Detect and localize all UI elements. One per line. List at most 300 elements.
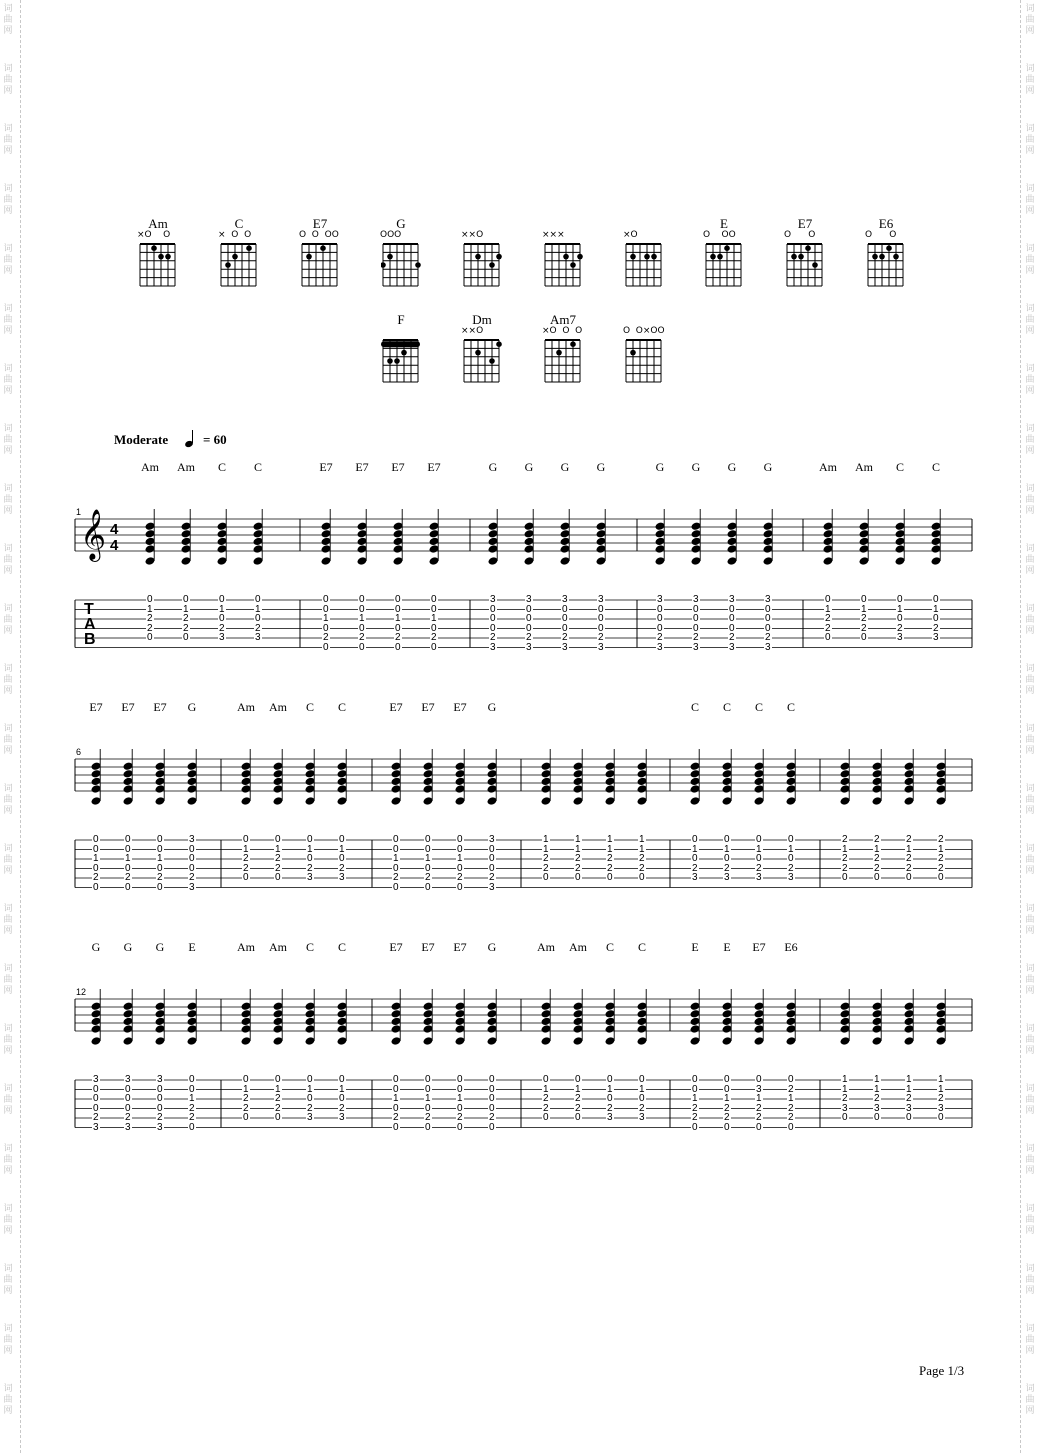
tab-fret-number: 0 [93,834,99,845]
finger-dot [872,254,878,260]
tab-fret-number: 1 [457,853,463,864]
chord-notes [91,749,102,806]
tab-fret-number: 2 [906,853,912,864]
chord-notes [391,989,402,1046]
tab-fret-number: 2 [598,632,604,643]
tab-fret-number: 3 [339,872,345,883]
tab-fret-number: 2 [729,632,735,643]
tab-fret-number: 1 [756,1093,762,1104]
tab-fret-number: 1 [692,843,698,855]
staff-and-tab-system [0,720,1042,930]
finger-dot [401,350,407,356]
chord-symbol: C [754,700,763,714]
tab-fret-number: 1 [639,843,645,855]
open-muted-string-markers: ×O O O [542,326,583,336]
tab-fret-number: 2 [147,622,153,634]
tab-fret-number: 2 [431,632,437,643]
tab-fret-number: 0 [489,853,495,864]
finger-dot [489,358,495,364]
tab-fret-number: 2 [657,632,663,643]
tab-fret-number: 0 [339,853,345,864]
tab-fret-number: 2 [243,862,249,874]
tab-fret-number: 0 [897,613,903,624]
chord-symbol: G [487,940,497,954]
tab-fret-number: 3 [490,641,496,653]
tab-fret-number: 1 [938,843,944,855]
chord-symbol: G [727,460,737,474]
measure-number: 6 [76,747,82,757]
tab-fret-number: 1 [219,603,225,615]
chord-notes [145,509,156,566]
tab-fret-number: 1 [157,853,163,864]
tab-fret-number: 2 [607,862,613,874]
tab-fret-number: 0 [825,632,831,643]
finger-dot [165,254,171,260]
chord-notes [872,749,883,806]
tab-fret-number: 0 [425,843,431,855]
chord-notes [455,749,466,806]
watermark-text: 词 曲 网 [1025,1084,1035,1116]
tab-fret-number: 0 [93,1083,99,1095]
tempo-label: Moderate [114,432,169,447]
finger-dot [717,254,723,260]
tab-fret-number: 2 [607,1102,613,1114]
tab-fret-number: 0 [562,613,568,624]
tab-fret-number: 3 [157,1121,163,1133]
finger-dot [489,262,495,268]
tab-fret-number: 0 [275,1112,281,1123]
tab-fret-number: 0 [693,613,699,624]
tab-fret-number: 2 [756,862,762,874]
tab-fret-number: 0 [489,1083,495,1095]
chord-diagram-name: Am [148,216,168,231]
watermark-text: 词 曲 网 [3,364,13,396]
chord-notes [429,509,440,566]
tab-fret-number: 0 [724,834,730,845]
tab-fret-number: 1 [906,1083,912,1095]
tab-fret-number: 2 [125,1112,131,1123]
chord-symbol: G [691,460,701,474]
tab-fret-number: 2 [906,862,912,874]
finger-dot [630,254,636,260]
tab-fret-number: 1 [189,1093,195,1104]
chord-symbol: Am [537,940,555,954]
chord-notes [423,749,434,806]
tab-fret-number: 3 [906,1102,912,1114]
chord-diagram-grid [866,242,906,290]
chord-symbol: C [786,700,795,714]
tab-fret-number: 0 [457,1102,463,1114]
chord-symbol: C [305,940,314,954]
finger-dot [556,350,562,356]
chord-symbol: G [655,460,665,474]
tab-fret-number: 3 [189,834,195,845]
tab-fret-number: 0 [861,594,867,605]
finger-dot [158,254,164,260]
tab-fret-number: 0 [657,622,663,634]
watermark-text: 词 曲 网 [3,304,13,336]
tab-fret-number: 0 [393,843,399,855]
tab-fret-number: 0 [607,1074,613,1085]
watermark-text: 词 曲 网 [3,1204,13,1236]
watermark-text: 词 曲 网 [3,64,13,96]
tab-fret-number: 0 [125,1093,131,1104]
chord-notes [393,509,404,566]
tab-fret-number: 0 [543,1074,549,1085]
chord-notes [931,509,942,566]
tab-fret-number: 1 [639,834,645,845]
tab-fret-number: 1 [125,853,131,864]
tab-fret-number: 2 [359,632,365,643]
tab-fret-number: 0 [724,1083,730,1095]
tab-fret-number: 2 [897,622,903,634]
watermark-text: 词 曲 网 [3,424,13,456]
tab-fret-number: 0 [639,1074,645,1085]
watermark-text: 词 曲 网 [3,844,13,876]
chord-diagram-name: Dm [472,312,492,327]
tab-fret-number: 0 [897,594,903,605]
tab-fret-number: 0 [125,1083,131,1095]
tab-fret-number: 2 [724,1102,730,1114]
chord-notes [217,509,228,566]
chord-notes [691,509,702,566]
tab-fret-number: 0 [756,834,762,845]
tab-fret-number: 2 [861,622,867,634]
finger-dot [496,341,502,347]
watermark-text: 词 曲 网 [3,1084,13,1116]
tab-fret-number: 2 [543,853,549,864]
tab-fret-number: 0 [157,843,163,855]
watermark-text: 词 曲 网 [3,244,13,276]
chord-notes [181,509,192,566]
tab-fret-number: 0 [692,1083,698,1095]
tab-fret-number: 0 [724,853,730,864]
chord-symbol: C [931,460,940,474]
chord-diagram-name: Am7 [550,312,576,327]
watermark-text: 词 曲 网 [1025,1324,1035,1356]
chord-notes [840,989,851,1046]
chord-notes [690,749,701,806]
tab-fret-number: 0 [425,1121,431,1133]
watermark-text: 词 曲 网 [3,664,13,696]
chord-diagram-grid [624,242,664,290]
open-muted-string-markers: OOO [380,230,402,240]
tab-fret-number: 0 [489,1102,495,1114]
tab-fret-number: 0 [125,881,131,893]
tab-fret-number: 2 [575,862,581,874]
open-muted-string-markers: ××O [461,326,484,336]
tab-fret-number: 0 [125,862,131,874]
tab-fret-number: 0 [765,622,771,634]
tab-fret-number: 0 [359,594,365,605]
chord-notes [596,509,607,566]
tab-fret-number: 0 [393,1074,399,1085]
tab-fret-number: 2 [393,872,399,883]
tab-fret-number: 0 [183,594,189,605]
tab-fret-number: 2 [255,622,261,634]
tab-fret-number: 1 [339,843,345,855]
open-muted-string-markers: O O [865,230,897,240]
tab-fret-number: 2 [183,613,189,624]
tab-fret-number: 3 [526,594,532,605]
chord-notes [187,989,198,1046]
tab-fret-number: 3 [598,641,604,653]
staff-and-tab-system [0,480,1042,690]
chord-symbol: G [487,700,497,714]
tab-fret-number: 0 [490,613,496,624]
tab-fret-number: 3 [490,594,496,605]
chord-notes [936,989,947,1046]
time-signature-bottom: 4 [110,537,119,554]
chord-notes [560,509,571,566]
finger-dot [812,262,818,268]
tab-fret-number: 2 [874,1093,880,1104]
watermark-text: 词 曲 网 [1025,1264,1035,1296]
watermark-text: 词 曲 网 [3,904,13,936]
open-muted-string-markers: ×O O [137,230,171,240]
tab-fret-number: 2 [938,862,944,874]
tab-fret-number: 3 [526,641,532,653]
finger-dot [151,245,157,251]
tab-fret-number: 3 [693,641,699,653]
chord-symbol: E7 [121,700,135,714]
finger-dot [798,254,804,260]
tab-fret-number: 2 [147,613,153,624]
watermark-text: 词 曲 网 [3,124,13,156]
watermark-text: 词 曲 网 [1025,184,1035,216]
tab-fret-number: 2 [639,1102,645,1114]
chord-notes [155,749,166,806]
tab-clef-letter: B [84,631,96,648]
watermark-text: 词 曲 网 [1025,784,1035,816]
finger-dot [886,245,892,251]
tab-fret-number: 2 [693,632,699,643]
tab-fret-number: 2 [788,1112,794,1123]
tab-fret-number: 1 [788,843,794,855]
tab-fret-number: 3 [489,881,495,893]
tab-fret-number: 1 [431,613,437,624]
chord-notes [722,989,733,1046]
chord-notes [487,989,498,1046]
tab-fret-number: 1 [543,1083,549,1095]
chord-symbol: E7 [389,940,403,954]
tab-fret-number: 3 [93,1074,99,1085]
chord-notes [337,749,348,806]
watermark-text: 词 曲 网 [1025,844,1035,876]
chord-notes [573,749,584,806]
chord-notes [904,989,915,1046]
tab-fret-number: 0 [788,834,794,845]
tab-fret-number: 2 [842,862,848,874]
finger-dot [246,245,252,251]
tab-fret-number: 0 [339,1074,345,1085]
watermark-text: 词 曲 网 [3,184,13,216]
chord-notes [123,989,134,1046]
tab-fret-number: 1 [874,843,880,855]
chord-symbol: E7 [89,700,103,714]
tab-fret-number: 1 [307,1083,313,1095]
chord-symbol: G [91,940,101,954]
tab-fret-number: 0 [457,1074,463,1085]
chord-symbol: G [155,940,165,954]
tab-fret-number: 2 [842,853,848,864]
finger-dot [791,254,797,260]
watermark-text: 词 曲 网 [1025,64,1035,96]
tab-fret-number: 2 [323,632,329,643]
tab-fret-number: 2 [724,1112,730,1123]
open-muted-string-markers: O OO [703,230,736,240]
watermark-text: 词 曲 网 [1025,1024,1035,1056]
chord-notes [488,509,499,566]
chord-notes [840,749,851,806]
tab-fret-number: 0 [657,603,663,615]
tab-fret-number: 3 [93,1121,99,1133]
chord-symbol: G [560,460,570,474]
tab-fret-number: 0 [323,594,329,605]
watermark-text: 词 曲 网 [3,4,13,36]
tab-fret-number: 2 [425,872,431,883]
tab-fret-number: 0 [756,1121,762,1133]
chord-symbol: Am [819,460,837,474]
tab-fret-number: 0 [395,603,401,615]
tab-fret-number: 0 [183,632,189,643]
tab-fret-number: 2 [183,622,189,634]
tab-fret-number: 0 [275,1074,281,1085]
tab-fret-number: 2 [906,834,912,845]
tab-fret-number: 0 [938,872,944,883]
chord-diagram-name: E6 [878,216,894,231]
tab-fret-number: 3 [933,632,939,643]
chord-notes [936,749,947,806]
tab-fret-number: 1 [756,843,762,855]
tab-fret-number: 2 [275,1093,281,1104]
tab-fret-number: 1 [897,603,903,615]
chord-notes [655,509,666,566]
tab-fret-number: 3 [607,1112,613,1123]
tab-fret-number: 2 [692,862,698,874]
watermark-text: 词 曲 网 [1025,544,1035,576]
chord-notes [637,989,648,1046]
tab-fret-number: 2 [788,1083,794,1095]
watermark-text: 词 曲 网 [1025,904,1035,936]
tab-fret-number: 0 [125,843,131,855]
tab-fret-number: 0 [457,1121,463,1133]
watermark-text: 词 曲 网 [1025,604,1035,636]
tab-fret-number: 0 [562,622,568,634]
chord-symbol: E7 [752,940,766,954]
chord-notes [859,509,870,566]
tab-fret-number: 0 [575,872,581,883]
tab-fret-number: 0 [339,1093,345,1104]
tab-fret-number: 0 [431,622,437,634]
tab-fret-number: 1 [393,1093,399,1104]
tab-fret-number: 3 [765,641,771,653]
tab-fret-number: 0 [125,1102,131,1114]
chord-notes [637,749,648,806]
chord-symbol: E6 [784,940,798,954]
tab-fret-number: 0 [93,1102,99,1114]
finger-dot [225,262,231,268]
chord-notes [786,749,797,806]
chord-notes [423,989,434,1046]
finger-dot [805,245,811,251]
tab-fret-number: 1 [842,1083,848,1095]
tab-fret-number: 3 [125,1121,131,1133]
measure-number: 1 [76,507,82,517]
tab-fret-number: 3 [729,641,735,653]
tab-fret-number: 1 [788,1093,794,1104]
tab-fret-number: 0 [243,1112,249,1123]
tab-fret-number: 1 [275,843,281,855]
chord-notes [337,989,348,1046]
tab-fret-number: 0 [598,622,604,634]
chord-symbol: E7 [153,700,167,714]
tab-fret-number: 1 [255,603,261,615]
tab-fret-number: 1 [938,1074,944,1085]
tab-fret-number: 0 [189,862,195,874]
chord-diagram-grid [300,242,340,290]
tab-fret-number: 0 [395,594,401,605]
tab-fret-number: 2 [339,1102,345,1114]
tab-fret-number: 3 [562,594,568,605]
tab-fret-number: 0 [457,862,463,874]
watermark-text: 词 曲 网 [1025,244,1035,276]
tab-fret-number: 0 [756,1074,762,1085]
tab-fret-number: 2 [765,632,771,643]
chord-symbol: C [637,940,646,954]
finger-dot [475,254,481,260]
tab-fret-number: 0 [425,834,431,845]
chord-diagram-name: F [397,312,405,327]
tab-fret-number: 3 [874,1102,880,1114]
chord-diagram-grid [462,338,502,386]
tab-fret-number: 1 [323,613,329,624]
chord-notes [305,749,316,806]
tab-fret-number: 1 [183,603,189,615]
tab-fret-number: 0 [93,843,99,855]
tab-fret-number: 0 [639,872,645,883]
tab-fret-number: 2 [543,862,549,874]
watermark-text: 词 曲 网 [3,1024,13,1056]
tab-fret-number: 0 [825,594,831,605]
tab-fret-number: 0 [157,862,163,874]
tab-fret-number: 2 [157,872,163,883]
tab-fret-number: 2 [219,622,225,634]
tab-fret-number: 2 [307,1102,313,1114]
watermark-text: 词 曲 网 [1025,1384,1035,1416]
tab-fret-number: 2 [607,853,613,864]
tab-fret-number: 0 [765,613,771,624]
chord-notes [541,989,552,1046]
tab-fret-number: 0 [598,603,604,615]
watermark-text: 词 曲 网 [3,1384,13,1416]
finger-dot [563,254,569,260]
tab-fret-number: 0 [147,632,153,643]
tab-fret-number: 3 [189,881,195,893]
tab-fret-number: 1 [933,603,939,615]
watermark-text: 词 曲 网 [3,1324,13,1356]
chord-diagram-grid [704,242,744,290]
tab-fret-number: 0 [359,641,365,653]
tab-fret-number: 2 [938,1093,944,1104]
chord-diagram-grid [219,242,259,290]
tab-fret-number: 0 [323,622,329,634]
tab-fret-number: 0 [189,1074,195,1085]
chord-notes [754,749,765,806]
tab-fret-number: 1 [861,603,867,615]
tab-fret-number: 0 [938,1112,944,1123]
tab-fret-number: 1 [575,843,581,855]
